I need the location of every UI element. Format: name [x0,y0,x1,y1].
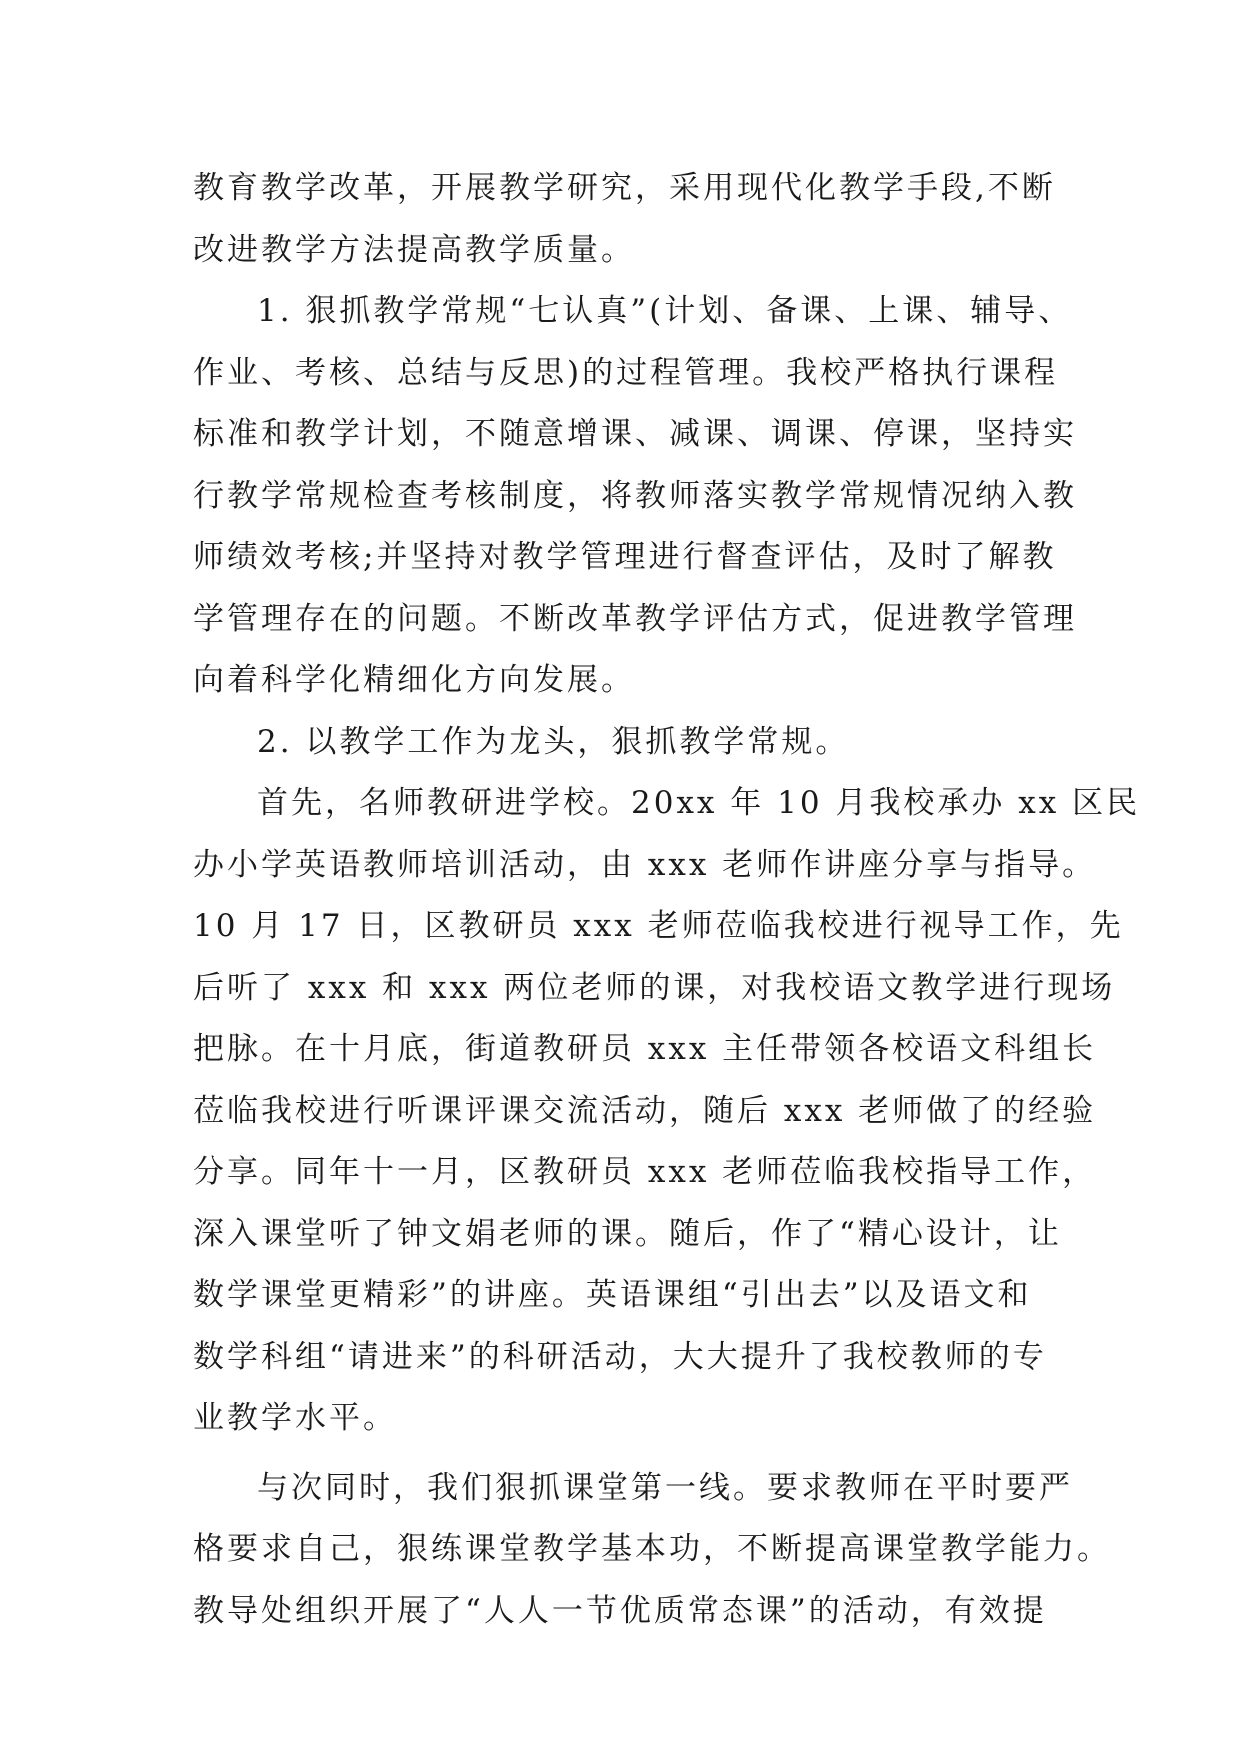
paragraph-gap [193,1450,1065,1458]
text-line: 2. 以教学工作为龙头，狠抓教学常规。 [257,723,850,760]
text-line: 数学课堂更精彩”的讲座。英语课组“引出去”以及语文和 [193,1277,1032,1313]
text-line: 数学科组“请进来”的科研活动，大大提升了我校教师的专 [193,1338,1047,1375]
text-line: 学管理存在的问题。不断改革教学评估方式，促进教学管理 [193,600,1077,637]
text-line: 教导处组织开展了“人人一节优质常态课”的活动，有效提 [193,1592,1047,1629]
text-line: 格要求自己，狠练课堂教学基本功，不断提高课堂教学能力。 [193,1531,1111,1567]
text-line: 行教学常规检查考核制度，将教师落实教学常规情况纳入教 [193,477,1077,514]
text-line: 1. 狠抓教学常规“七认真”(计划、备课、上课、辅导、 [257,293,1073,329]
text-line: 办小学英语教师培训活动，由 xxx 老师作讲座分享与指导。 [193,846,1097,883]
text-line: 师绩效考核;并坚持对教学管理进行督查评估，及时了解教 [193,539,1057,575]
text-line: 业教学水平。 [193,1400,397,1436]
body-text [193,158,1141,1642]
text-line: 分享。同年十一月，区教研员 xxx 老师莅临我校指导工作， [193,1154,1097,1190]
text-line: 莅临我校进行听课评课交流活动，随后 xxx 老师做了的经验 [193,1092,1097,1129]
text-line: 首先，名师教研进学校。20xx 年 10 月我校承办 xx 区民 [257,785,1141,821]
text-line: 后听了 xxx 和 xxx 两位老师的课，对我校语文教学进行现场 [193,969,1116,1006]
text-line: 标准和教学计划，不随意增课、减课、调课、停课，坚持实 [193,416,1077,452]
text-line: 10 月 17 日，区教研员 xxx 老师莅临我校进行视导工作，先 [193,908,1124,944]
text-line: 改进教学方法提高教学质量。 [193,231,635,268]
text-line: 把脉。在十月底，街道教研员 xxx 主任带领各校语文科组长 [193,1031,1097,1067]
text-line: 向着科学化精细化方向发展。 [193,662,635,698]
text-line: 教育教学改革，开展教学研究，采用现代化教学手段,不断 [193,170,1056,206]
text-line: 作业、考核、总结与反思)的过程管理。我校严格执行课程 [193,354,1059,391]
text-line: 与次同时，我们狠抓课堂第一线。要求教师在平时要严 [257,1469,1073,1506]
text-line: 深入课堂听了钟文娟老师的课。随后，作了“精心设计，让 [193,1215,1062,1252]
